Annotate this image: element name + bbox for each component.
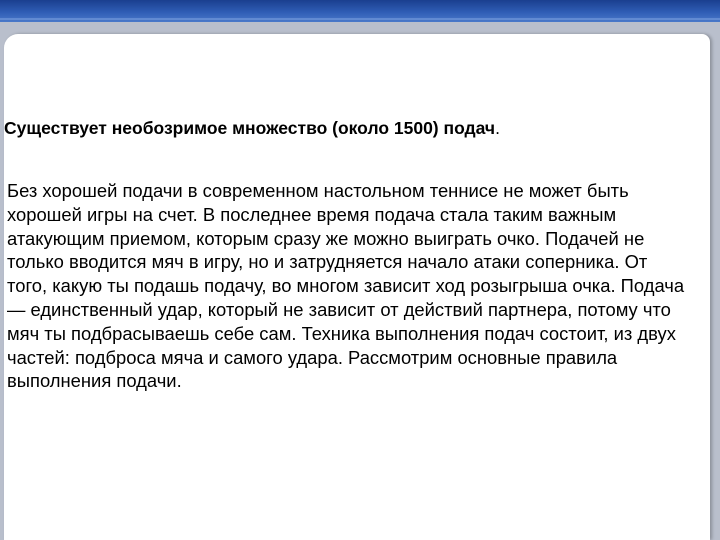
- slide-content: [4, 117, 694, 393]
- title-band: [0, 0, 720, 22]
- title-band-highlight: [0, 18, 720, 20]
- slide-heading-text: Cуществует необозримое множество (около 1500) подач: [4, 118, 496, 138]
- slide-body-text: Без хорошей подачи в современном настольном теннисе не может быть хорошей игры на счет. В последнее время подача стала таким важным атакующим приемом, которым сразу же можно выиграть очко. Подачей не только вводится мяч в игру, но и затрудняется начало атаки соперника. От того, какую ты подашь подачу, во многом зависит ход розыгрыша очка. Подача — единственный удар, который не зависит от действий партнера, потому что мяч ты подбрасываешь себе сам. Техника выполнения подач состоит, из двух частей: подброса мяча и самого удара. Рассмотрим основные правила выполнения подачи.: [7, 180, 685, 392]
- slide-heading-suffix: .: [495, 118, 500, 138]
- slide-heading: [4, 117, 694, 139]
